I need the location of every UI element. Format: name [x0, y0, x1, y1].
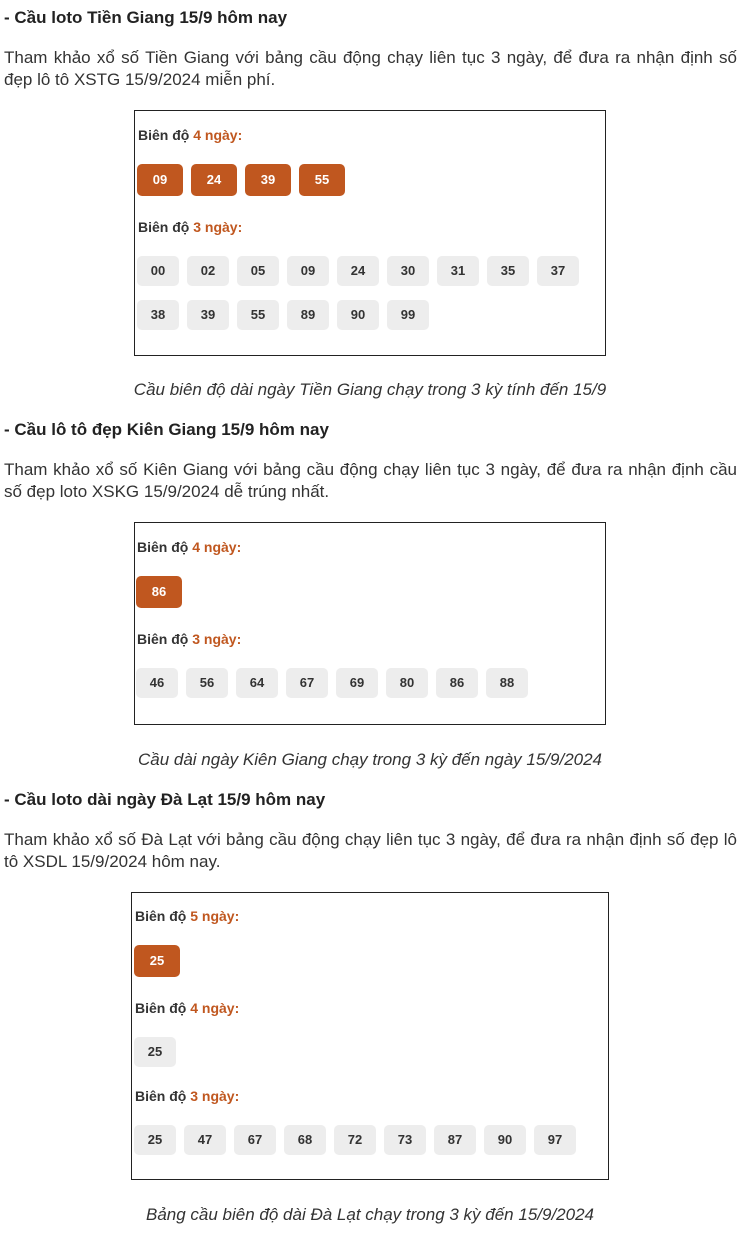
number-chip[interactable]: 24	[337, 256, 379, 286]
number-chip[interactable]: 25	[134, 1037, 176, 1067]
number-chip[interactable]: 72	[334, 1125, 376, 1155]
number-chip[interactable]: 99	[387, 300, 429, 330]
number-chip[interactable]: 86	[436, 668, 478, 698]
hot-number-chip[interactable]: 86	[136, 576, 182, 608]
table-caption-tien-giang: Cầu biên độ dài ngày Tiền Giang chạy trong 3 kỳ tính đến 15/9	[133, 380, 607, 399]
table-caption-kien-giang: Cầu dài ngày Kiên Giang chạy trong 3 kỳ đến ngày 15/9/2024	[137, 750, 603, 769]
number-chip[interactable]: 80	[386, 668, 428, 698]
number-chip[interactable]: 25	[134, 1125, 176, 1155]
hot-number-chip[interactable]: 25	[134, 945, 180, 977]
number-chip[interactable]: 37	[537, 256, 579, 286]
number-chip[interactable]: 67	[234, 1125, 276, 1155]
number-chip[interactable]: 47	[184, 1125, 226, 1155]
number-chip[interactable]: 46	[136, 668, 178, 698]
group-label: Biên độ 4 ngày:	[137, 539, 242, 555]
number-chip[interactable]: 64	[236, 668, 278, 698]
hot-number-chip[interactable]: 09	[137, 164, 183, 196]
cau-table-tien-giang	[134, 110, 606, 356]
section-heading-kien-giang: - Cầu lô tô đẹp Kiên Giang 15/9 hôm nay	[4, 420, 329, 439]
number-chip[interactable]: 67	[286, 668, 328, 698]
cau-table-kien-giang	[134, 522, 606, 725]
number-chip[interactable]: 69	[336, 668, 378, 698]
number-chip[interactable]: 55	[237, 300, 279, 330]
hot-number-chip[interactable]: 24	[191, 164, 237, 196]
group-label: Biên độ 3 ngày:	[137, 631, 242, 647]
number-chip[interactable]: 89	[287, 300, 329, 330]
cau-table-da-lat	[131, 892, 609, 1180]
number-chip[interactable]: 39	[187, 300, 229, 330]
number-chip[interactable]: 90	[484, 1125, 526, 1155]
group-label: Biên độ 5 ngày:	[135, 908, 240, 924]
group-label: Biên độ 3 ngày:	[135, 1088, 240, 1104]
number-chip[interactable]: 31	[437, 256, 479, 286]
number-chip[interactable]: 56	[186, 668, 228, 698]
number-chip[interactable]: 35	[487, 256, 529, 286]
group-label: Biên độ 4 ngày:	[135, 1000, 240, 1016]
number-chip[interactable]: 87	[434, 1125, 476, 1155]
section-paragraph-da-lat: Tham khảo xổ số Đà Lạt với bảng cầu động chạy liên tục 3 ngày, để đưa ra nhận định số đẹp lô tô XSDL 15/9/2024 hôm nay.	[4, 830, 737, 871]
number-chip[interactable]: 00	[137, 256, 179, 286]
number-chip[interactable]: 73	[384, 1125, 426, 1155]
number-chip[interactable]: 68	[284, 1125, 326, 1155]
group-label: Biên độ 4 ngày:	[138, 127, 243, 143]
section-heading-tien-giang: - Cầu loto Tiền Giang 15/9 hôm nay	[4, 8, 288, 27]
number-chip[interactable]: 38	[137, 300, 179, 330]
number-chip[interactable]: 30	[387, 256, 429, 286]
number-chip[interactable]: 90	[337, 300, 379, 330]
section-paragraph-kien-giang: Tham khảo xổ số Kiên Giang với bảng cầu động chạy liên tục 3 ngày, để đưa ra nhận định cầu số đẹp loto XSKG 15/9/2024 dễ trúng nhất.	[4, 460, 737, 501]
number-chip[interactable]: 97	[534, 1125, 576, 1155]
number-chip[interactable]: 05	[237, 256, 279, 286]
section-paragraph-tien-giang: Tham khảo xổ số Tiền Giang với bảng cầu động chạy liên tục 3 ngày, để đưa ra nhận định số đẹp lô tô XSTG 15/9/2024 miễn phí.	[4, 48, 737, 89]
section-heading-da-lat: - Cầu loto dài ngày Đà Lạt 15/9 hôm nay	[4, 790, 326, 809]
number-chip[interactable]: 88	[486, 668, 528, 698]
hot-number-chip[interactable]: 55	[299, 164, 345, 196]
number-chip[interactable]: 09	[287, 256, 329, 286]
hot-number-chip[interactable]: 39	[245, 164, 291, 196]
table-caption-da-lat: Bảng cầu biên độ dài Đà Lạt chạy trong 3 kỳ đến 15/9/2024	[146, 1205, 594, 1224]
group-label: Biên độ 3 ngày:	[138, 219, 243, 235]
number-chip[interactable]: 02	[187, 256, 229, 286]
